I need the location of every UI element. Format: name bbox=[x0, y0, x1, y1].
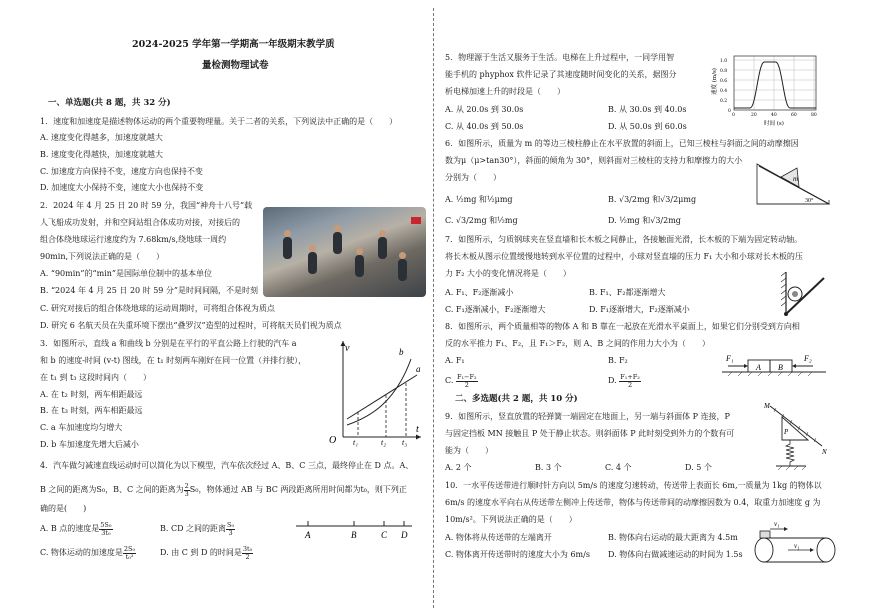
q6-option-c: C. √3/2mg 和½mg bbox=[445, 216, 518, 225]
q7-stem-line1: 7．如图所示，匀质钢球夹在竖直墙和长木板之间静止，各接触面光滑，长木板的下端为固定转动轴。 bbox=[445, 235, 803, 244]
q5-option-d: D. 从 50.0s 到 60.0s bbox=[608, 122, 687, 131]
q3-option-a: A. 在 t₂ 时刻，两车相距最远 bbox=[40, 390, 143, 399]
q5-stem-line3: 析电梯加速上升的时段是（ ） bbox=[445, 87, 565, 96]
q5-ytick-3: 0.6 bbox=[720, 79, 728, 84]
q6-option-b: B. √3/2mg 和√3/2μmg bbox=[608, 195, 697, 204]
q7-stem-line2: 将长木板从图示位置缓慢地转到水平位置的过程中，小球对竖直墙的压力 F₁ 大小和小球对长木板的压 bbox=[445, 252, 803, 261]
q7-ball-board-diagram bbox=[780, 268, 830, 320]
q7-option-a: A. F₁、F₂逐渐减小 bbox=[445, 288, 514, 297]
q9-spring-wedge-diagram bbox=[762, 400, 832, 472]
q4-point-b: B bbox=[351, 530, 357, 540]
q7-option-d: D. F₁逐渐增大，F₂逐渐减小 bbox=[589, 305, 690, 314]
q4-stem-line2 bbox=[40, 483, 407, 497]
q8-stem-line1: 8．如图所示，两个质量相等的物体 A 和 B 靠在一起放在光滑水平桌面上，如果它们分别受到方向相 bbox=[445, 322, 800, 331]
q6-option-d: D. ½mg 和√3/2mg bbox=[608, 216, 681, 225]
q4-point-a: A bbox=[305, 530, 311, 540]
q3-line-a-label: a bbox=[416, 364, 421, 374]
q5-stem-line1: 5．物理源于生活又服务于生活。电梯在上升过程中，一同学用智 bbox=[445, 53, 675, 62]
q5-xtick-4: 60 bbox=[791, 113, 797, 118]
section-multiple-choice: 二、多选题(共 2 题，共 10 分) bbox=[455, 394, 578, 404]
q10-option-a: A. 物体将从传送带的左端离开 bbox=[445, 533, 552, 542]
q10-velocity-object: v₁ bbox=[774, 520, 780, 528]
q8-force-f2: F₂ bbox=[804, 354, 812, 363]
q9-label-p: P bbox=[784, 428, 789, 436]
q4-point-d: D bbox=[401, 530, 408, 540]
q1-option-b: B. 速度变化得越快，加速度就越大 bbox=[40, 150, 163, 159]
q10-option-d: D. 物体向右做减速运动的时间为 1.5s bbox=[608, 550, 743, 559]
q6-stem-line3: 分别为（ ） bbox=[445, 173, 501, 182]
q8-stem-line2: 反的水平推力 F₁、F₂，且 F₁＞F₂，则 A、B 之间的作用力大小为（ ） bbox=[445, 339, 710, 348]
column-divider bbox=[433, 8, 434, 608]
q5-option-b: B. 从 30.0s 到 40.0s bbox=[608, 105, 687, 114]
q10-conveyor-diagram bbox=[752, 520, 838, 564]
q3-tick-t3: t₃ bbox=[402, 438, 408, 447]
q4-option-c: C. 物体运动的加速度是 $\frac{\text{2S₀}}{\text{t₀²}}$ bbox=[40, 545, 136, 561]
q6-stem-line1: 6．如图所示，质量为 m 的等边三棱柱静止在水平放置的斜面上，已知三棱柱与斜面之间的动摩擦因 bbox=[445, 139, 799, 148]
q5-xtick-3: 40 bbox=[771, 113, 777, 118]
q3-axis-v: v bbox=[345, 343, 350, 354]
q9-label-m: M bbox=[764, 402, 770, 410]
q5-option-a: A. 从 20.0s 到 30.0s bbox=[445, 105, 524, 114]
q2-stem-line1: 2．2024 年 4 月 25 日 20 时 59 分，我国“神舟十八号”载 bbox=[40, 201, 253, 210]
q2-option-d: D. 研究 6 名航天员在失重环境下摆出“叠罗汉”造型的过程时，可将航天员们视为质点 bbox=[40, 321, 342, 330]
q1-option-c: C. 加速度方向保持不变，速度方向也保持不变 bbox=[40, 167, 203, 176]
q4-option-a: A. B 点的速度是 $\frac{\text{5S₀}}{\text{3t₀}}$ bbox=[40, 521, 112, 537]
q10-option-b: B. 物体向右运动的最大距离为 4.5m bbox=[608, 533, 738, 542]
q8-block-b: B bbox=[778, 363, 783, 372]
q3-curve-b-label: b bbox=[399, 347, 404, 357]
q8-force-f1: F₁ bbox=[726, 354, 734, 363]
q5-ytick-1: 1.0 bbox=[720, 59, 728, 64]
q9-option-b: B. 3 个 bbox=[535, 463, 562, 472]
q9-option-c: C. 4 个 bbox=[605, 463, 632, 472]
q4-option-b: B. CD 之间的距离 $\frac{\text{S₀}}{3}$ bbox=[160, 521, 235, 537]
q3-option-c: C. a 车加速度均匀增大 bbox=[40, 423, 123, 432]
q5-stem-line2: 能手机的 phyphox 软件记录了其速度随时间变化的关系，据图分 bbox=[445, 70, 677, 79]
q6-incline-diagram bbox=[753, 160, 833, 210]
q7-stem-line3: 力 F₂ 大小的变化情况将是（ ） bbox=[445, 269, 571, 278]
q6-angle-label: 30° bbox=[805, 198, 814, 204]
q3-option-b: B. 在 t₃ 时刻，两车相距最远 bbox=[40, 406, 143, 415]
q5-ylabel: 速度 (m/s) bbox=[712, 68, 718, 95]
q8-option-d: D. $\frac{\text{F₁+F₂}}{2}$ bbox=[608, 373, 640, 389]
q5-xtick-1: 0 bbox=[732, 113, 735, 118]
q8-option-a: A. F₁ bbox=[445, 356, 465, 365]
q2-option-a: A. “90min”的“min”是国际单位制中的基本单位 bbox=[40, 269, 212, 278]
q5-xtick-5: 80 bbox=[811, 113, 817, 118]
page-title-line1: 2024-2025 学年第一学期高一年级期末教学质 bbox=[132, 39, 335, 50]
q4-stem-line2-end: S₀，物体通过 AB 与 BC 两段距离所用时间都为t₀，则下列正 bbox=[189, 485, 407, 494]
q5-ytick-4: 0.4 bbox=[720, 89, 728, 94]
q4-option-d: D. 由 C 到 D 的时间是 $\frac{\text{3t₀}}{2}$ bbox=[160, 545, 253, 561]
q8-option-b: B. F₂ bbox=[608, 356, 628, 365]
q9-label-n: N bbox=[822, 448, 827, 456]
q7-option-c: C. F₁逐渐减小，F₂逐渐增大 bbox=[445, 305, 546, 314]
q1-stem: 1．速度和加速度是描述物体运动的两个重要物理量。关于二者的关系，下列说法中正确的是（ ） bbox=[40, 117, 398, 126]
q2-stem-line3: 组合体绕地球运行速度约为 7.68km/s,绕地球一周约 bbox=[40, 235, 227, 244]
q10-stem-line1: 10．一水平传送带进行顺时针方向以 5m/s 的速度匀速转动，传送带上表面长 6m,一质量为 1kg 的物体以 bbox=[445, 481, 822, 490]
q2-stem-line2: 人飞船成功发射，并和空间站组合体成功对接，对接后的 bbox=[40, 218, 240, 227]
q5-ytick-6: 0 bbox=[728, 109, 731, 114]
q5-xlabel: 时间 (s) bbox=[764, 121, 784, 127]
q10-velocity-belt: v₁ bbox=[794, 542, 800, 550]
q3-option-d: D. b 车加速度先增大后减小 bbox=[40, 440, 139, 449]
q4-fraction-two-thirds: $\frac{2}{3}$ bbox=[184, 482, 189, 498]
q3-stem-line1: 3．如图所示，直线 a 和曲线 b 分别是在平行的平直公路上行驶的汽车 a bbox=[40, 339, 297, 348]
q4-stem-line3: 确的是( ) bbox=[40, 504, 87, 513]
section-single-choice: 一、单选题(共 8 题，共 32 分) bbox=[48, 98, 171, 108]
q9-stem-line3: 能为（ ） bbox=[445, 446, 493, 455]
q2-stem-line4: 90min,下列说法正确的是（ ） bbox=[40, 252, 165, 261]
q3-axis-t: t bbox=[416, 424, 419, 435]
q9-stem-line1: 9．如图所示，竖直放置的轻弹簧一端固定在地面上，另一端与斜面体 P 连接，P bbox=[445, 412, 730, 421]
q9-option-d: D. 5 个 bbox=[685, 463, 712, 472]
q5-ytick-2: 0.8 bbox=[720, 69, 728, 74]
q6-mass-label: m bbox=[793, 175, 799, 183]
q10-stem-line2: 6m/s 的速度水平向右从传送带左侧冲上传送带，物体与传送带间的动摩擦因数为 0.4，取重力加速度 g 为 bbox=[445, 498, 821, 507]
q1-option-a: A. 速度变化得越多，加速度就越大 bbox=[40, 133, 163, 142]
q9-option-a: A. 2 个 bbox=[445, 463, 472, 472]
astronauts-photo bbox=[263, 207, 426, 297]
q5-ytick-5: 0.2 bbox=[720, 99, 728, 104]
page-title-line2: 量检测物理试卷 bbox=[202, 60, 269, 71]
q7-option-b: B. F₁、F₂都逐渐增大 bbox=[589, 288, 666, 297]
q4-point-c: C bbox=[381, 530, 388, 540]
q5-option-c: C. 从 40.0s 到 50.0s bbox=[445, 122, 524, 131]
q3-origin: O bbox=[329, 435, 337, 446]
q3-tick-t2: t₂ bbox=[381, 438, 387, 447]
q3-vt-graph bbox=[325, 337, 425, 445]
q2-option-c: C. 研究对接后的组合体绕地球的运动周期时，可将组合体视为质点 bbox=[40, 304, 275, 313]
q5-xtick-2: 20 bbox=[751, 113, 757, 118]
q5-speed-time-graph bbox=[712, 50, 822, 130]
q9-stem-line2: 与固定挡板 MN 接触且 P 处于静止状态。则斜面体 P 此时刻受到外力的个数有可 bbox=[445, 429, 735, 438]
q4-stem-line2-start: B 之间的距离为S₀，B、C 之间的距离为 bbox=[40, 485, 184, 494]
q6-stem-line2: 数为μ（μ>tan30°），斜面的倾角为 30°，则斜面对三棱柱的支持力和摩擦力的大小 bbox=[445, 156, 743, 165]
q8-blocks-diagram bbox=[718, 352, 830, 382]
q3-stem-line3: 在 t₁ 到 t₃ 这段时间内（ ） bbox=[40, 373, 152, 382]
q4-stem-line1: 4．汽车做匀减速直线运动时可以简化为以下模型，汽车依次经过 A、B、C 三点，最终停止在 D 点。A、 bbox=[40, 461, 414, 470]
q3-tick-t1: t₁ bbox=[353, 438, 359, 447]
q1-option-d: D. 加速度大小保持不变，速度大小也保持不变 bbox=[40, 183, 204, 192]
q10-option-c: C. 物体离开传送带时的速度大小为 6m/s bbox=[445, 550, 590, 559]
q3-stem-line2: 和 b 的速度-时间 (v-t) 图线，在 t₁ 时刻两车刚好在同一位置（并排行驶）， bbox=[40, 356, 307, 365]
q2-option-b: B. “2024 年 4 月 25 日 20 时 59 分”是时间间隔，不是时刻 bbox=[40, 286, 259, 295]
q8-block-a: A bbox=[756, 363, 761, 372]
q6-option-a: A. ½mg 和½μmg bbox=[445, 195, 513, 204]
q10-stem-line3: 10m/s²。下列说法正确的是（ ） bbox=[445, 515, 577, 524]
q4-points-diagram bbox=[296, 518, 414, 544]
q8-option-c: C. $\frac{\text{F₁−F₂}}{2}$ bbox=[445, 373, 477, 389]
